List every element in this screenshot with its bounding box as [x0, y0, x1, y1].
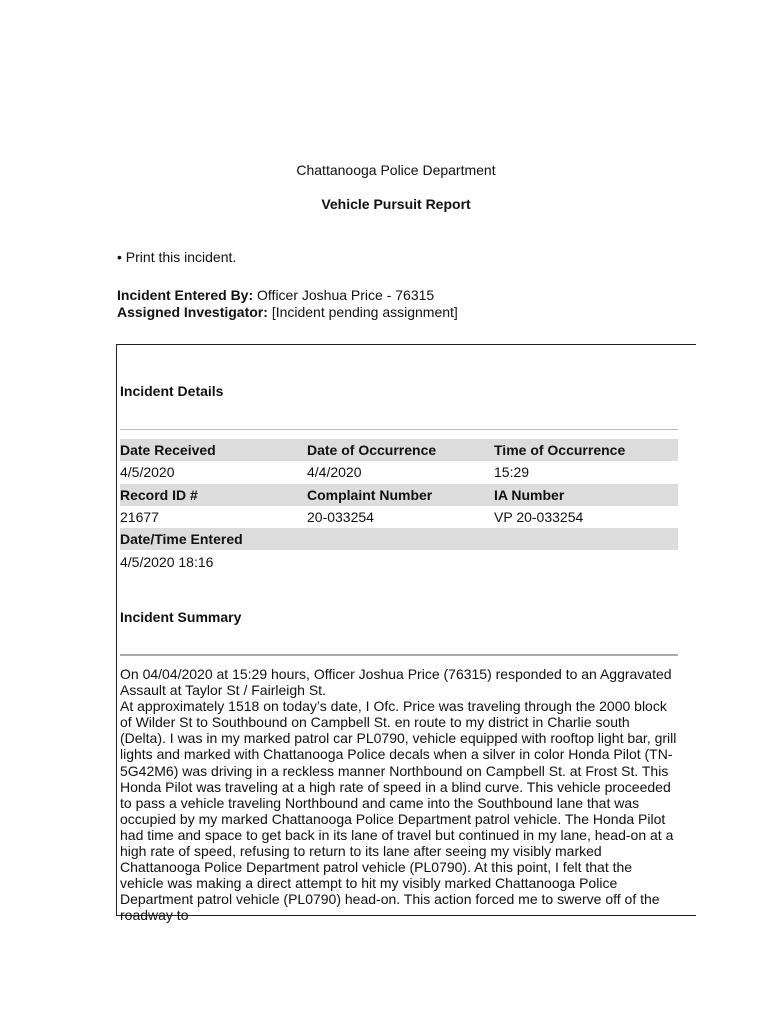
value-record-id: 21677	[120, 509, 159, 526]
entered-by-label: Incident Entered By:	[117, 287, 254, 303]
header-date-of-occurrence: Date of Occurrence	[307, 442, 437, 459]
investigator-value: [Incident pending assignment]	[271, 304, 458, 320]
investigator-line	[117, 304, 458, 321]
incident-summary-text	[120, 666, 678, 924]
summary-paragraph: At approximately 1518 on today’s date, I Ofc. Price was traveling through the 2000 block of Wilder St to Southbound on Campbell St. en route to my district in Charlie south (Delta). I was in my marked patrol car PL0790, vehicle equipped with rooftop light bar, grill lights and marked with Chattanooga Police decals when a silver in color Honda Pilot (TN-5G42M6) was driving in a reckless manner Northbound on Campbell St. at Frost St. This Honda Pilot was traveling at a high rate of speed in a blind curve. This vehicle proceeded to pass a vehicle traveling Northbound and came into the Southbound lane that was occupied by my marked Chattanooga Police Department patrol vehicle. The Honda Pilot had time and space to get back in its lane of travel but continued in my lane, head-on at a high rate of speed, refusing to return to its lane after seeing my visibly marked Chattanooga Police Department patrol vehicle (PL0790). At this point, I felt that the vehicle was making a direct attempt to hit my visibly marked Chattanooga Police Department patrol vehicle (PL0790) head-on. This action forced me to swerve off of the roadway to	[120, 698, 677, 924]
value-date-received: 4/5/2020	[120, 464, 175, 481]
value-date-of-occurrence: 4/4/2020	[307, 464, 362, 481]
details-divider	[120, 429, 678, 430]
department-name: Chattanooga Police Department	[296, 162, 496, 178]
header-complaint-number: Complaint Number	[307, 486, 433, 503]
details-table	[120, 439, 678, 573]
incident-summary-heading: Incident Summary	[120, 609, 242, 625]
table-row	[120, 506, 678, 528]
header-record-id: Record ID #	[120, 486, 198, 503]
header-time-of-occurrence: Time of Occurrence	[494, 442, 626, 459]
assignment-info	[117, 287, 458, 321]
table-row	[120, 550, 678, 572]
header-date-received: Date Received	[120, 442, 216, 459]
print-incident-link[interactable]: • Print this incident.	[117, 249, 237, 265]
summary-paragraph: On 04/04/2020 at 15:29 hours, Officer Joshua Price (76315) responded to an Aggravated Assault at Taylor St / Fairleigh St.	[120, 666, 672, 699]
entered-by-line	[117, 287, 458, 304]
header-date-time-entered: Date/Time Entered	[120, 531, 243, 548]
table-row	[120, 484, 678, 506]
incident-details-heading: Incident Details	[120, 383, 224, 399]
header-ia-number: IA Number	[494, 486, 565, 503]
value-ia-number: VP 20-033254	[494, 509, 584, 526]
incident-box	[116, 344, 696, 924]
summary-divider	[120, 654, 678, 656]
report-title: Vehicle Pursuit Report	[321, 196, 471, 212]
entered-by-value: Officer Joshua Price - 76315	[257, 287, 435, 303]
table-row	[120, 528, 678, 550]
table-row	[120, 439, 678, 461]
value-time-of-occurrence: 15:29	[494, 464, 530, 481]
value-complaint-number: 20-033254	[307, 509, 374, 526]
investigator-label: Assigned Investigator:	[117, 304, 268, 320]
table-row	[120, 461, 678, 483]
value-date-time-entered: 4/5/2020 18:16	[120, 553, 214, 570]
